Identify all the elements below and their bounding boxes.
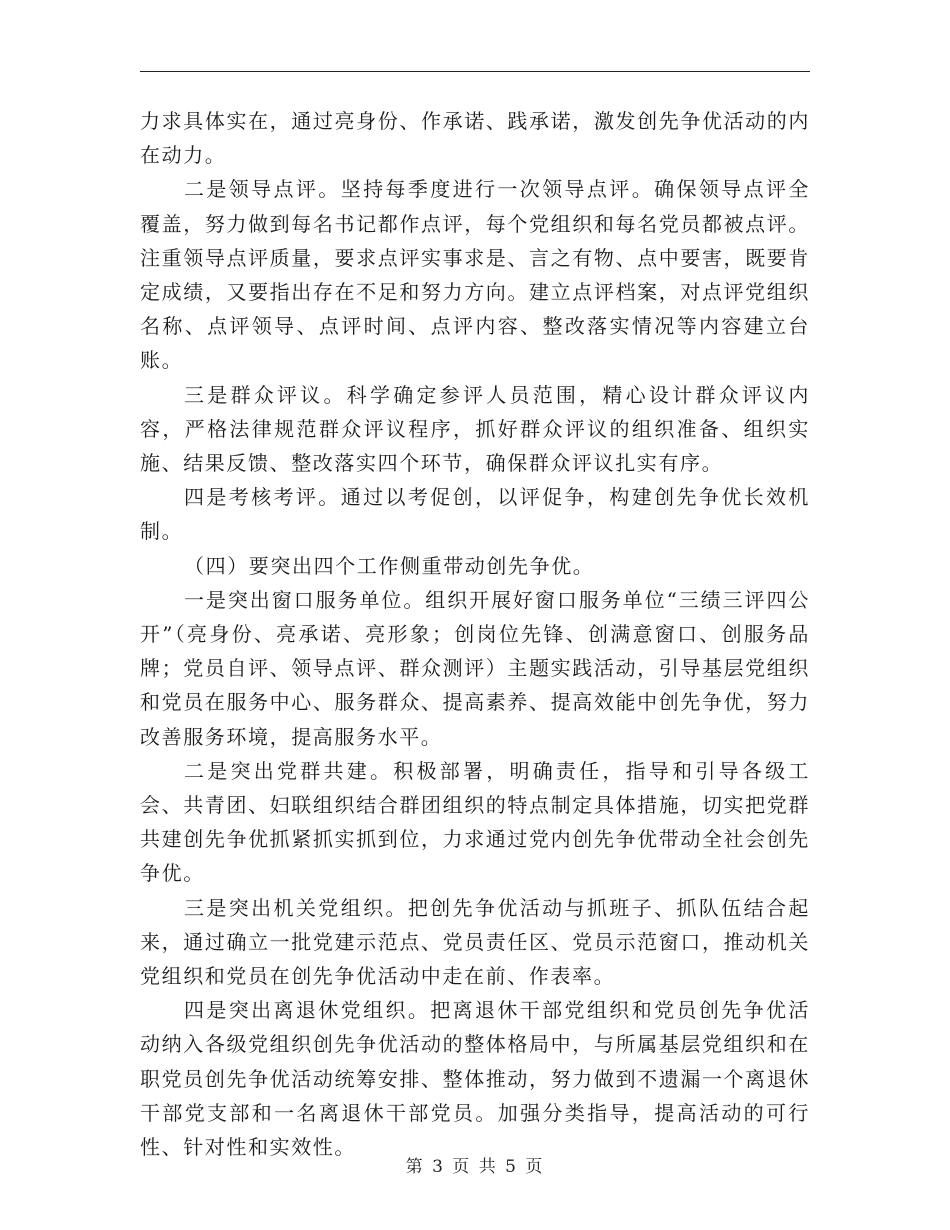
paragraph-assessment: 四是考核考评。通过以考促创，以评促争，构建创先争优长效机制。 <box>140 485 810 544</box>
header-rule <box>140 71 810 72</box>
paragraph-party-mass: 二是突出党群共建。积极部署，明确责任，指导和引导各级工会、共青团、妇联组织结合群团组织的特点制定具体措施，切实把党群共建创先争优抓紧抓实抓到位，力求通过党内创先争优带动全社会创先争优。 <box>140 758 810 886</box>
paragraph-retired-party: 四是突出离退休党组织。把离退休干部党组织和党员创先争优活动纳入各级党组织创先争优活动的整体格局中，与所属基层党组织和在职党员创先争优活动统筹安排、整体推动，努力做到不遗漏一个离退休干部党支部和一名离退休干部党员。加强分类指导，提高活动的可行性、针对性和实效性。 <box>140 998 810 1160</box>
paragraph-service-window: 一是突出窗口服务单位。组织开展好窗口服务单位“三绩三评四公开”（亮身份、亮承诺、亮形象；创岗位先锋、创满意窗口、创服务品牌；党员自评、领导点评、群众测评）主题实践活动，引导基层党组织和党员在服务中心、服务群众、提高素养、提高效能中创先争优，努力改善服务环境，提高服务水平。 <box>140 587 810 749</box>
page-number: 第 3 页 共 5 页 <box>405 1157 545 1177</box>
paragraph-continuation: 力求具体实在，通过亮身份、作承诺、践承诺，激发创先争优活动的内在动力。 <box>140 109 810 168</box>
paragraph-leader-review: 二是领导点评。坚持每季度进行一次领导点评。确保领导点评全覆盖，努力做到每名书记都作点评，每个党组织和每名党员都被点评。注重领导点评质量，要求点评实事求是、言之有物、点中要害，既要肯定成绩，又要指出存在不足和努力方向。建立点评档案，对点评党组织名称、点评领导、点评时间、点评内容、整改落实情况等内容建立台账。 <box>140 177 810 373</box>
document-body <box>140 104 810 1164</box>
section-heading-four: （四）要突出四个工作侧重带动创先争优。 <box>184 553 595 578</box>
paragraph-organ-party: 三是突出机关党组织。把创先争优活动与抓班子、抓队伍结合起来，通过确立一批党建示范点、党员责任区、党员示范窗口，推动机关党组织和党员在创先争优活动中走在前、作表率。 <box>140 895 810 989</box>
paragraph-public-evaluation: 三是群众评议。科学确定参评人员范围，精心设计群众评议内容，严格法律规范群众评议程序，抓好群众评议的组织准备、组织实施、结果反馈、整改落实四个环节，确保群众评议扎实有序。 <box>140 382 810 476</box>
